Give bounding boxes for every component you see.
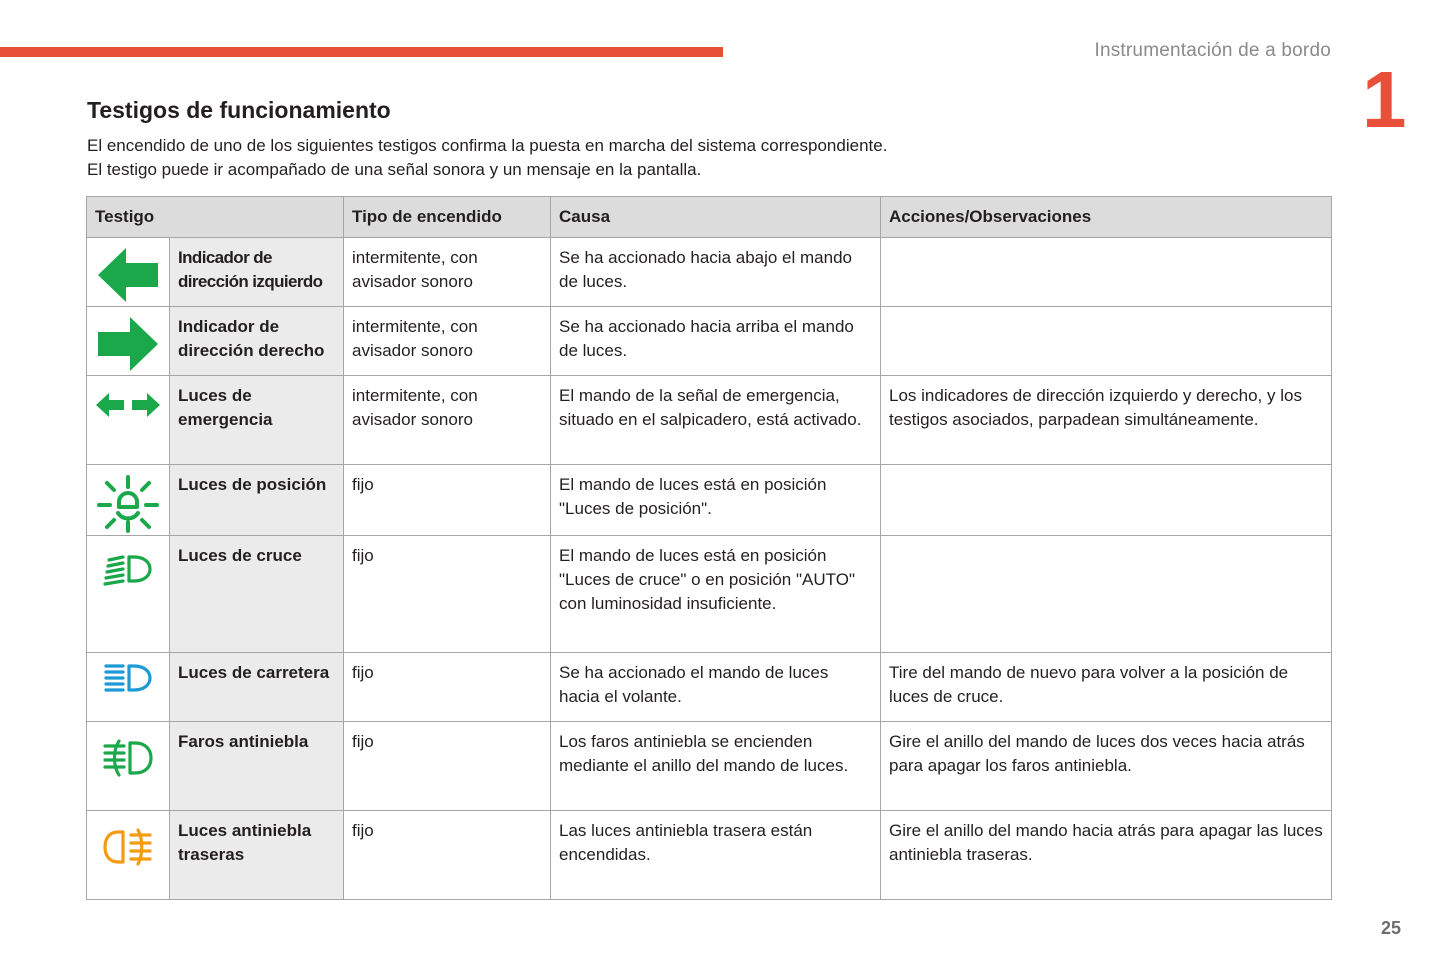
row-acciones (881, 465, 1332, 536)
right-arrow-icon (87, 307, 170, 376)
row-acciones: Gire el anillo del mando de luces dos veces hacia atrás para apagar los faros antiniebla. (881, 722, 1332, 811)
row-causa: El mando de la señal de emergencia, situado en el salpicadero, está activado. (551, 376, 881, 465)
row-tipo: intermitente, con avisador sonoro (344, 238, 551, 307)
row-tipo: fijo (344, 536, 551, 653)
table-header-row (87, 197, 1332, 238)
table-row (87, 465, 1332, 536)
header-causa: Causa (551, 197, 881, 238)
table-row (87, 307, 1332, 376)
low-beam-icon (87, 536, 170, 653)
header-tipo: Tipo de encendido (344, 197, 551, 238)
section-title: Instrumentación de a bordo (1094, 40, 1331, 61)
rear-fog-icon (87, 811, 170, 900)
row-name: Luces de emergencia (170, 376, 344, 465)
row-tipo: fijo (344, 811, 551, 900)
table-row (87, 376, 1332, 465)
row-tipo: fijo (344, 653, 551, 722)
header-testigo: Testigo (87, 197, 344, 238)
header-acciones: Acciones/Observaciones (881, 197, 1332, 238)
row-causa: Se ha accionado hacia abajo el mando de luces. (551, 238, 881, 307)
row-causa: Se ha accionado el mando de luces hacia el volante. (551, 653, 881, 722)
table-row (87, 653, 1332, 722)
table-row (87, 238, 1332, 307)
high-beam-icon (87, 653, 170, 722)
row-name: Indicador de dirección derecho (170, 307, 344, 376)
page-number: 25 (1381, 918, 1402, 938)
intro-text (87, 134, 887, 182)
page-title: Testigos de funcionamiento (87, 97, 391, 123)
row-name: Luces antiniebla traseras (170, 811, 344, 900)
intro-line: El encendido de uno de los siguientes testigos confirma la puesta en marcha del sistema correspondiente. (87, 136, 888, 155)
position-lights-icon (87, 465, 170, 536)
row-causa: Se ha accionado hacia arriba el mando de luces. (551, 307, 881, 376)
header-accent-bar (0, 47, 723, 57)
row-acciones (881, 238, 1332, 307)
warning-lights-table (86, 196, 1332, 900)
table-row (87, 811, 1332, 900)
intro-line: El testigo puede ir acompañado de una señal sonora y un mensaje en la pantalla. (87, 160, 702, 179)
row-acciones: Los indicadores de dirección izquierdo y derecho, y los testigos asociados, parpadean simultáneamente. (881, 376, 1332, 465)
row-causa: El mando de luces está en posición "Luces de posición". (551, 465, 881, 536)
row-tipo: intermitente, con avisador sonoro (344, 376, 551, 465)
row-acciones (881, 536, 1332, 653)
row-tipo: fijo (344, 722, 551, 811)
row-causa: El mando de luces está en posición "Luces de cruce" o en posición "AUTO" con luminosidad insuficiente. (551, 536, 881, 653)
row-tipo: fijo (344, 465, 551, 536)
row-name: Luces de cruce (170, 536, 344, 653)
row-acciones: Gire el anillo del mando hacia atrás para apagar las luces antiniebla traseras. (881, 811, 1332, 900)
row-acciones (881, 307, 1332, 376)
chapter-number: 1 (1362, 55, 1407, 144)
table-row (87, 536, 1332, 653)
left-arrow-icon (87, 238, 170, 307)
row-causa: Las luces antiniebla trasera están encendidas. (551, 811, 881, 900)
row-tipo: intermitente, con avisador sonoro (344, 307, 551, 376)
row-causa: Los faros antiniebla se encienden mediante el anillo del mando de luces. (551, 722, 881, 811)
row-name: Faros antiniebla (170, 722, 344, 811)
hazard-arrows-icon (87, 376, 170, 465)
front-fog-icon (87, 722, 170, 811)
row-name: Luces de carretera (170, 653, 344, 722)
row-acciones: Tire del mando de nuevo para volver a la posición de luces de cruce. (881, 653, 1332, 722)
table-row (87, 722, 1332, 811)
row-name: Indicador de dirección izquierdo (170, 238, 344, 307)
row-name: Luces de posición (170, 465, 344, 536)
